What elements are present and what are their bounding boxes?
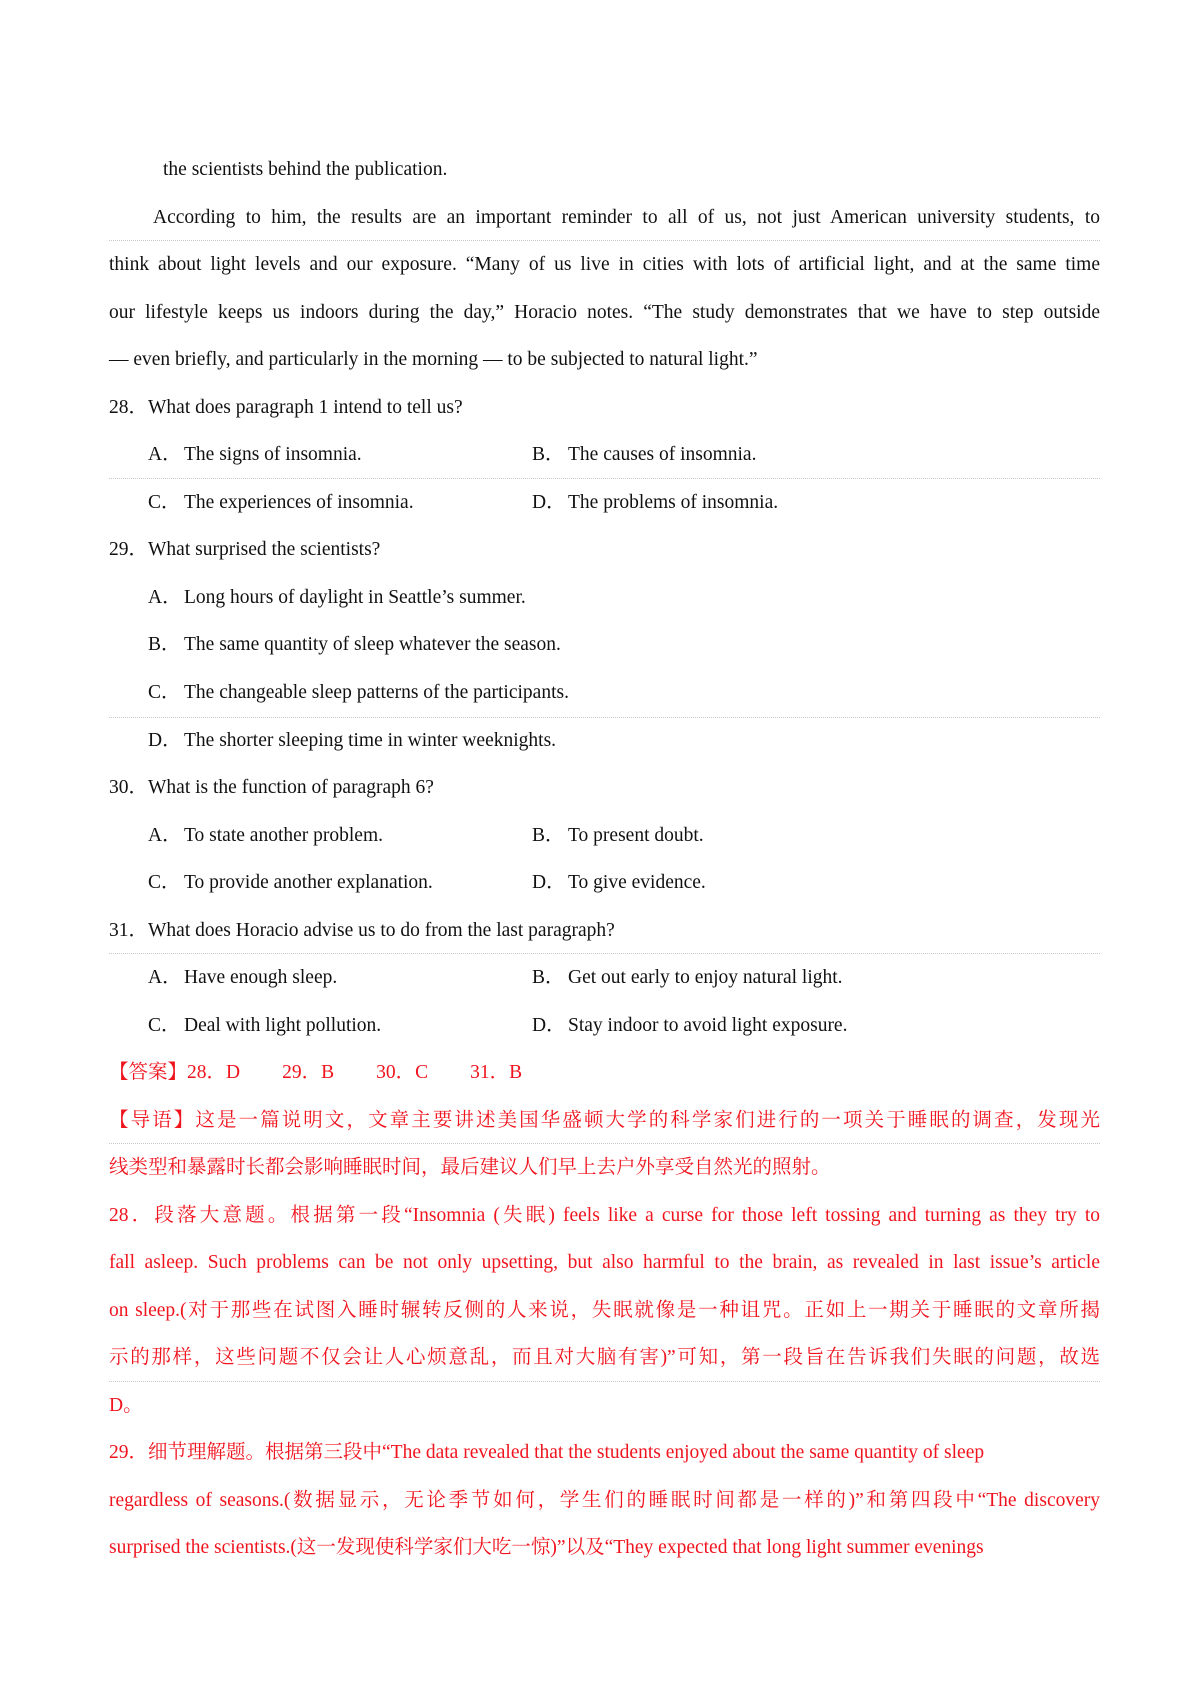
divider: [109, 717, 1100, 718]
guide-line: 线类型和暴露时长都会影响睡眠时间，最后建议人们早上去户外享受自然光的照射。: [109, 1157, 831, 1178]
option-text: To provide another explanation.: [184, 872, 433, 893]
question-number: 30．: [109, 777, 149, 798]
passage-line: According to him, the results are an important reminder to all of us, not just American university students, to: [153, 207, 1100, 228]
option-text: The signs of insomnia.: [184, 444, 362, 465]
option-text: The shorter sleeping time in winter weeknights.: [184, 730, 557, 751]
option-label: A．: [148, 825, 182, 846]
divider: [109, 1143, 1100, 1144]
option-28-b: [532, 442, 756, 468]
option-30-a: [148, 823, 383, 849]
option-text: To state another problem.: [184, 825, 383, 846]
option-label: A．: [148, 967, 182, 988]
option-29-a: [148, 585, 526, 611]
divider: [109, 478, 1100, 479]
explanation-28-line: D。: [109, 1395, 143, 1416]
option-text: The experiences of insomnia.: [184, 492, 414, 513]
explanation-28-line: 示的那样，这些问题不仅会让人心烦意乱，而且对大脑有害)”可知，第一段旨在告诉我们失眠的问题，故选: [109, 1347, 1100, 1368]
option-label: C．: [148, 492, 181, 513]
option-text: The problems of insomnia.: [568, 492, 779, 513]
question-text: What is the function of paragraph 6?: [148, 777, 434, 798]
option-label: D．: [148, 730, 182, 751]
question-text: What does paragraph 1 intend to tell us?: [148, 397, 463, 418]
option-label: B．: [532, 825, 565, 846]
answer-label: 【答案】: [109, 1062, 188, 1083]
option-29-b: [148, 632, 561, 658]
explanation-29-line: surprised the scientists.(这一发现使科学家们大吃一惊)”以及“They expected that long light summer evenings: [109, 1537, 984, 1558]
option-label: D．: [532, 1015, 566, 1036]
explanation-28-line: 28．段落大意题。根据第一段“Insomnia (失眠) feels like a curse for those left tossing and turning as they try to: [109, 1205, 1100, 1226]
answer-line: [109, 1060, 522, 1086]
divider: [109, 953, 1100, 954]
guide-line: 【导语】这是一篇说明文，文章主要讲述美国华盛顿大学的科学家们进行的一项关于睡眠的调查，发现光: [109, 1110, 1100, 1131]
option-30-d: [532, 870, 706, 896]
question-30: [109, 775, 434, 801]
option-label: B．: [148, 634, 181, 655]
question-29: [109, 537, 380, 563]
passage-line: the scientists behind the publication.: [163, 159, 448, 180]
option-text: The changeable sleep patterns of the participants.: [184, 682, 569, 703]
option-label: C．: [148, 872, 181, 893]
option-text: To give evidence.: [568, 872, 706, 893]
answer-item: 30．C: [376, 1062, 429, 1083]
divider: [109, 1381, 1100, 1382]
question-text: What does Horacio advise us to do from the last paragraph?: [148, 920, 615, 941]
option-text: The same quantity of sleep whatever the season.: [184, 634, 561, 655]
question-number: 31．: [109, 920, 149, 941]
option-text: The causes of insomnia.: [568, 444, 757, 465]
question-31: [109, 918, 615, 944]
option-29-d: [148, 728, 556, 754]
option-31-c: [148, 1013, 381, 1039]
explanation-28-line: fall asleep. Such problems can be not only upsetting, but also harmful to the brain, as revealed in last issue’s article: [109, 1252, 1100, 1273]
question-number: 28．: [109, 397, 149, 418]
question-28: [109, 395, 463, 421]
answer-item: 28．D: [187, 1062, 241, 1083]
option-28-c: [148, 490, 414, 516]
explanation-28-line: on sleep.(对于那些在试图入睡时辗转反侧的人来说，失眠就像是一种诅咒。正如上一期关于睡眠的文章所揭: [109, 1300, 1100, 1321]
option-label: A．: [148, 587, 182, 608]
question-number: 29．: [109, 539, 149, 560]
option-text: Get out early to enjoy natural light.: [568, 967, 843, 988]
option-31-a: [148, 965, 337, 991]
option-28-a: [148, 442, 362, 468]
answer-item: 31．B: [470, 1062, 523, 1083]
divider: [109, 240, 1100, 241]
option-31-d: [532, 1013, 847, 1039]
option-label: B．: [532, 444, 565, 465]
option-label: D．: [532, 872, 566, 893]
explanation-29-line: regardless of seasons.(数据显示，无论季节如何，学生们的睡眠时间都是一样的)”和第四段中“The discovery: [109, 1490, 1100, 1511]
answer-item: 29．B: [282, 1062, 335, 1083]
option-30-b: [532, 823, 704, 849]
option-text: Stay indoor to avoid light exposure.: [568, 1015, 848, 1036]
option-label: C．: [148, 1015, 181, 1036]
passage-line: — even briefly, and particularly in the morning — to be subjected to natural light.”: [109, 349, 758, 370]
option-text: Have enough sleep.: [184, 967, 338, 988]
explanation-29-line: 29．细节理解题。根据第三段中“The data revealed that the students enjoyed about the same quantity of sleep: [109, 1442, 985, 1463]
option-label: A．: [148, 444, 182, 465]
option-label: D．: [532, 492, 566, 513]
question-text: What surprised the scientists?: [148, 539, 381, 560]
option-text: To present doubt.: [568, 825, 704, 846]
option-label: C．: [148, 682, 181, 703]
option-31-b: [532, 965, 843, 991]
option-text: Deal with light pollution.: [184, 1015, 382, 1036]
passage-line: think about light levels and our exposure. “Many of us live in cities with lots of artificial light, and at the same time: [109, 254, 1100, 275]
option-30-c: [148, 870, 433, 896]
option-label: B．: [532, 967, 565, 988]
option-28-d: [532, 490, 778, 516]
option-29-c: [148, 680, 569, 706]
passage-line: our lifestyle keeps us indoors during the day,” Horacio notes. “The study demonstrates that we have to step outside: [109, 302, 1100, 323]
option-text: Long hours of daylight in Seattle’s summer.: [184, 587, 526, 608]
